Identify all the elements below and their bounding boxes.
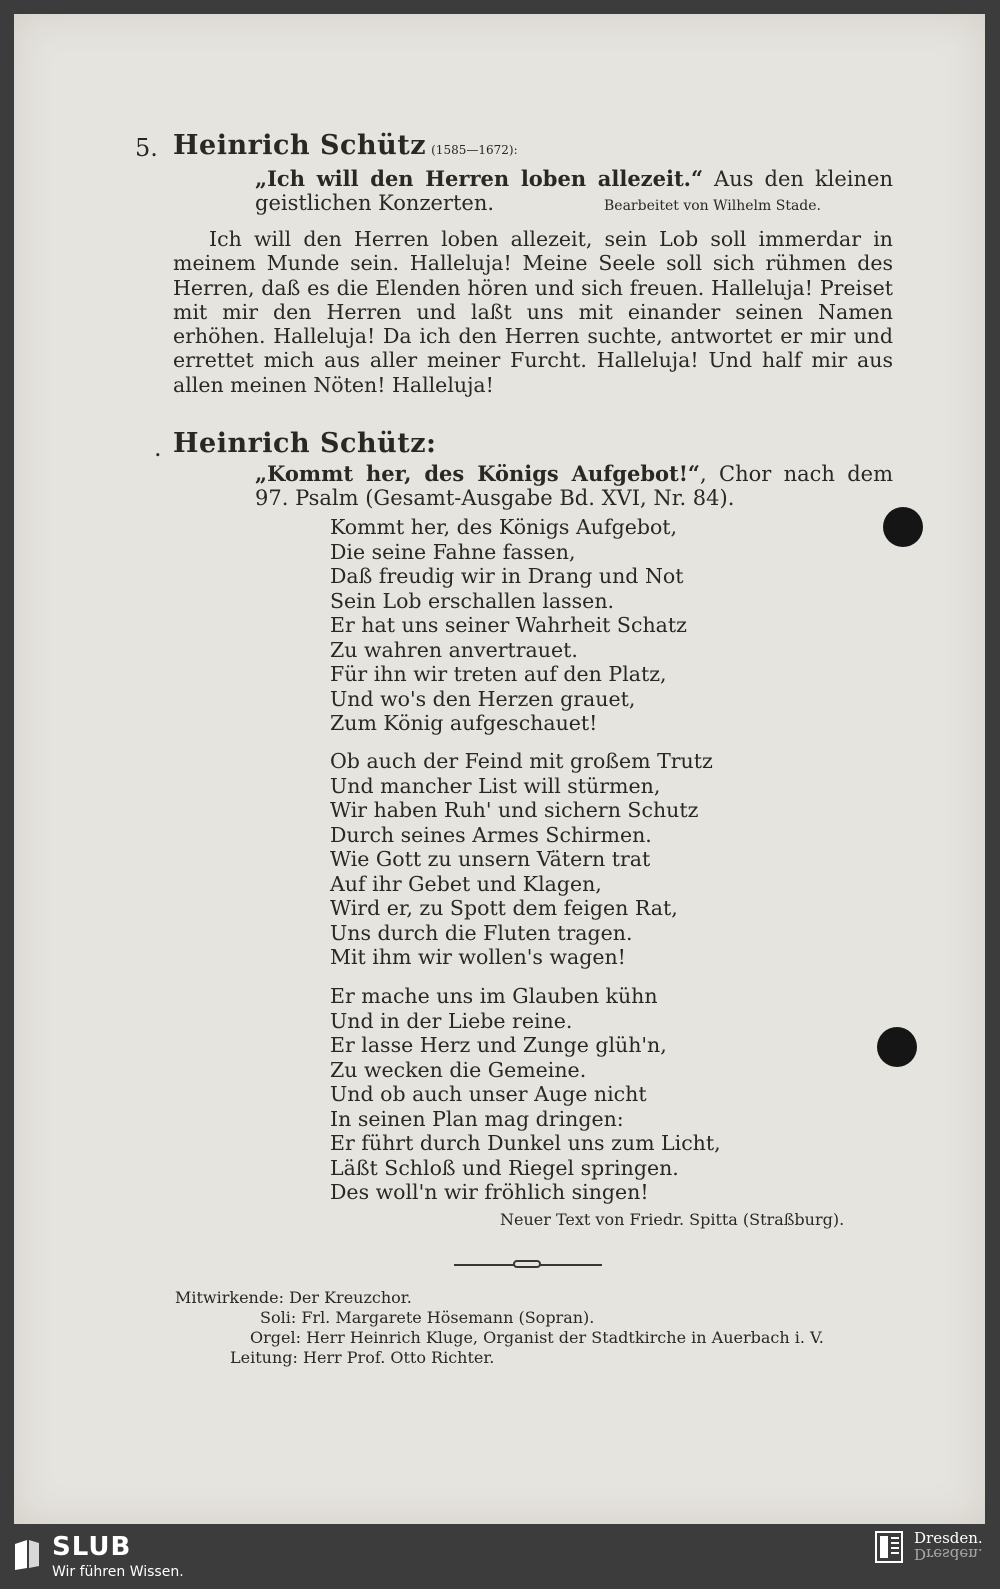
punch-hole <box>883 507 923 547</box>
personnel-value: Der Kreuzchor. <box>289 1288 412 1307</box>
document-page <box>14 14 985 1524</box>
verse-line: Er lasse Herz und Zunge glüh'n, <box>330 1033 667 1057</box>
verse-line: Sein Lob erschallen lassen. <box>330 588 615 613</box>
verse-line: Läßt Schloß und Riegel springen. <box>330 1155 679 1180</box>
personnel-row <box>175 1288 412 1308</box>
verse-line: Zu wecken die Gemeine. <box>330 1057 587 1082</box>
work-title-block <box>255 462 893 510</box>
library-name[interactable]: SLUB <box>52 1532 132 1562</box>
verse-line: Ob auch der Feind mit großem Trutz <box>330 749 713 773</box>
verse-line: Und ob auch unser Auge nicht <box>330 1082 647 1106</box>
partner-name[interactable]: Dresden. <box>914 1529 983 1547</box>
stanza <box>330 984 721 1205</box>
personnel-value: Herr Heinrich Kluge, Organist der Stadtkirche in Auerbach i. V. <box>306 1328 824 1347</box>
verse-line: In seinen Plan mag dringen: <box>330 1106 624 1131</box>
work-title: „Kommt her, des Königs Aufgebot!“ <box>255 461 701 486</box>
personnel-label: Leitung: <box>230 1348 298 1367</box>
personnel-label: Mitwirkende: <box>175 1288 284 1307</box>
lyrics-paragraph: Ich will den Herren loben allezeit, sein Lob soll immerdar in meinem Munde sein. Halleluja! Meine Seele soll sich rühmen des Herren, daß es die Elenden hören und sich freuen. Halleluja! Preiset mit mir den Herren und laßt uns mit einander seinen Namen erhöhen. Halleluja! Da ich den Herren suchte, antwortet er mir und errettet mich aus aller meiner Furcht. Halleluja! Und half mir aus allen meinen Nöten! Halleluja! <box>173 227 893 397</box>
work-title: „Ich will den Herren loben allezeit.“ <box>255 166 704 191</box>
verse-line: Und mancher List will stürmen, <box>330 773 661 798</box>
verse-line: Die seine Fahne fassen, <box>330 539 576 564</box>
verse-line: Er mache uns im Glauben kühn <box>330 984 658 1008</box>
footer-bar <box>0 1524 1000 1589</box>
verse-line: Durch seines Armes Schirmen. <box>330 822 652 847</box>
personnel-row <box>250 1328 824 1348</box>
verse-line: Er führt durch Dunkel uns zum Licht, <box>330 1131 721 1155</box>
verse-line: Zu wahren anvertrauet. <box>330 637 578 662</box>
dresden-crest-icon[interactable] <box>874 1530 904 1564</box>
verse-line: Des woll'n wir fröhlich singen! <box>330 1180 649 1204</box>
personnel-row <box>230 1348 494 1368</box>
punch-hole <box>877 1027 917 1067</box>
verse-line: Uns durch die Fluten tragen. <box>330 920 633 945</box>
personnel-value: Herr Prof. Otto Richter. <box>302 1348 495 1367</box>
arranger-note: Bearbeitet von Wilhelm Stade. <box>604 198 821 214</box>
section-heading <box>173 130 518 161</box>
verse-line: Kommt her, des Königs Aufgebot, <box>330 515 678 539</box>
library-tagline: Wir führen Wissen. <box>52 1564 184 1580</box>
work-source: , Chor nach dem 97. Psalm (Gesamt-Ausgabe Bd. XVI, Nr. 84). <box>255 462 894 510</box>
composer-name: Heinrich Schütz: <box>173 428 437 459</box>
verse-line: Mit ihm wir wollen's wagen! <box>330 945 626 969</box>
partner-name-reflection: Dresden. <box>914 1545 983 1563</box>
work-source: Aus den kleinen geistlichen Konzerten. <box>255 167 894 215</box>
verse-line: Zum König aufgeschauet! <box>330 711 598 735</box>
verse-line: Er hat uns seiner Wahrheit Schatz <box>330 613 687 637</box>
verse-line: Auf ihr Gebet und Klagen, <box>330 871 602 896</box>
verse-line: Und wo's den Herzen grauet, <box>330 686 636 711</box>
personnel-value: Frl. Margarete Hösemann (Sopran). <box>301 1308 595 1327</box>
stanza <box>330 749 713 970</box>
personnel-label: Soli: <box>260 1308 297 1327</box>
verse-line: Wir haben Ruh' und sichern Schutz <box>330 798 699 822</box>
ornamental-divider-knot <box>513 1260 541 1268</box>
verse-line: Und in der Liebe reine. <box>330 1008 573 1033</box>
verse-line: Wird er, zu Spott dem feigen Rat, <box>330 896 678 920</box>
verse-line: Für ihn wir treten auf den Platz, <box>330 662 667 686</box>
personnel-row <box>260 1308 594 1328</box>
section-number: 5. <box>135 134 158 162</box>
composer-dates: (1585—1672): <box>431 143 518 157</box>
personnel-label: Orgel: <box>250 1328 301 1347</box>
stanza <box>330 515 687 736</box>
verse-line: Daß freudig wir in Drang und Not <box>330 564 684 588</box>
composer-name: Heinrich Schütz <box>173 130 427 161</box>
slub-logo-icon[interactable] <box>12 1536 42 1572</box>
verse-line: Wie Gott zu unsern Vätern trat <box>330 847 651 871</box>
section-number: . <box>154 434 162 462</box>
text-credit: Neuer Text von Friedr. Spitta (Straßburg). <box>500 1210 845 1229</box>
